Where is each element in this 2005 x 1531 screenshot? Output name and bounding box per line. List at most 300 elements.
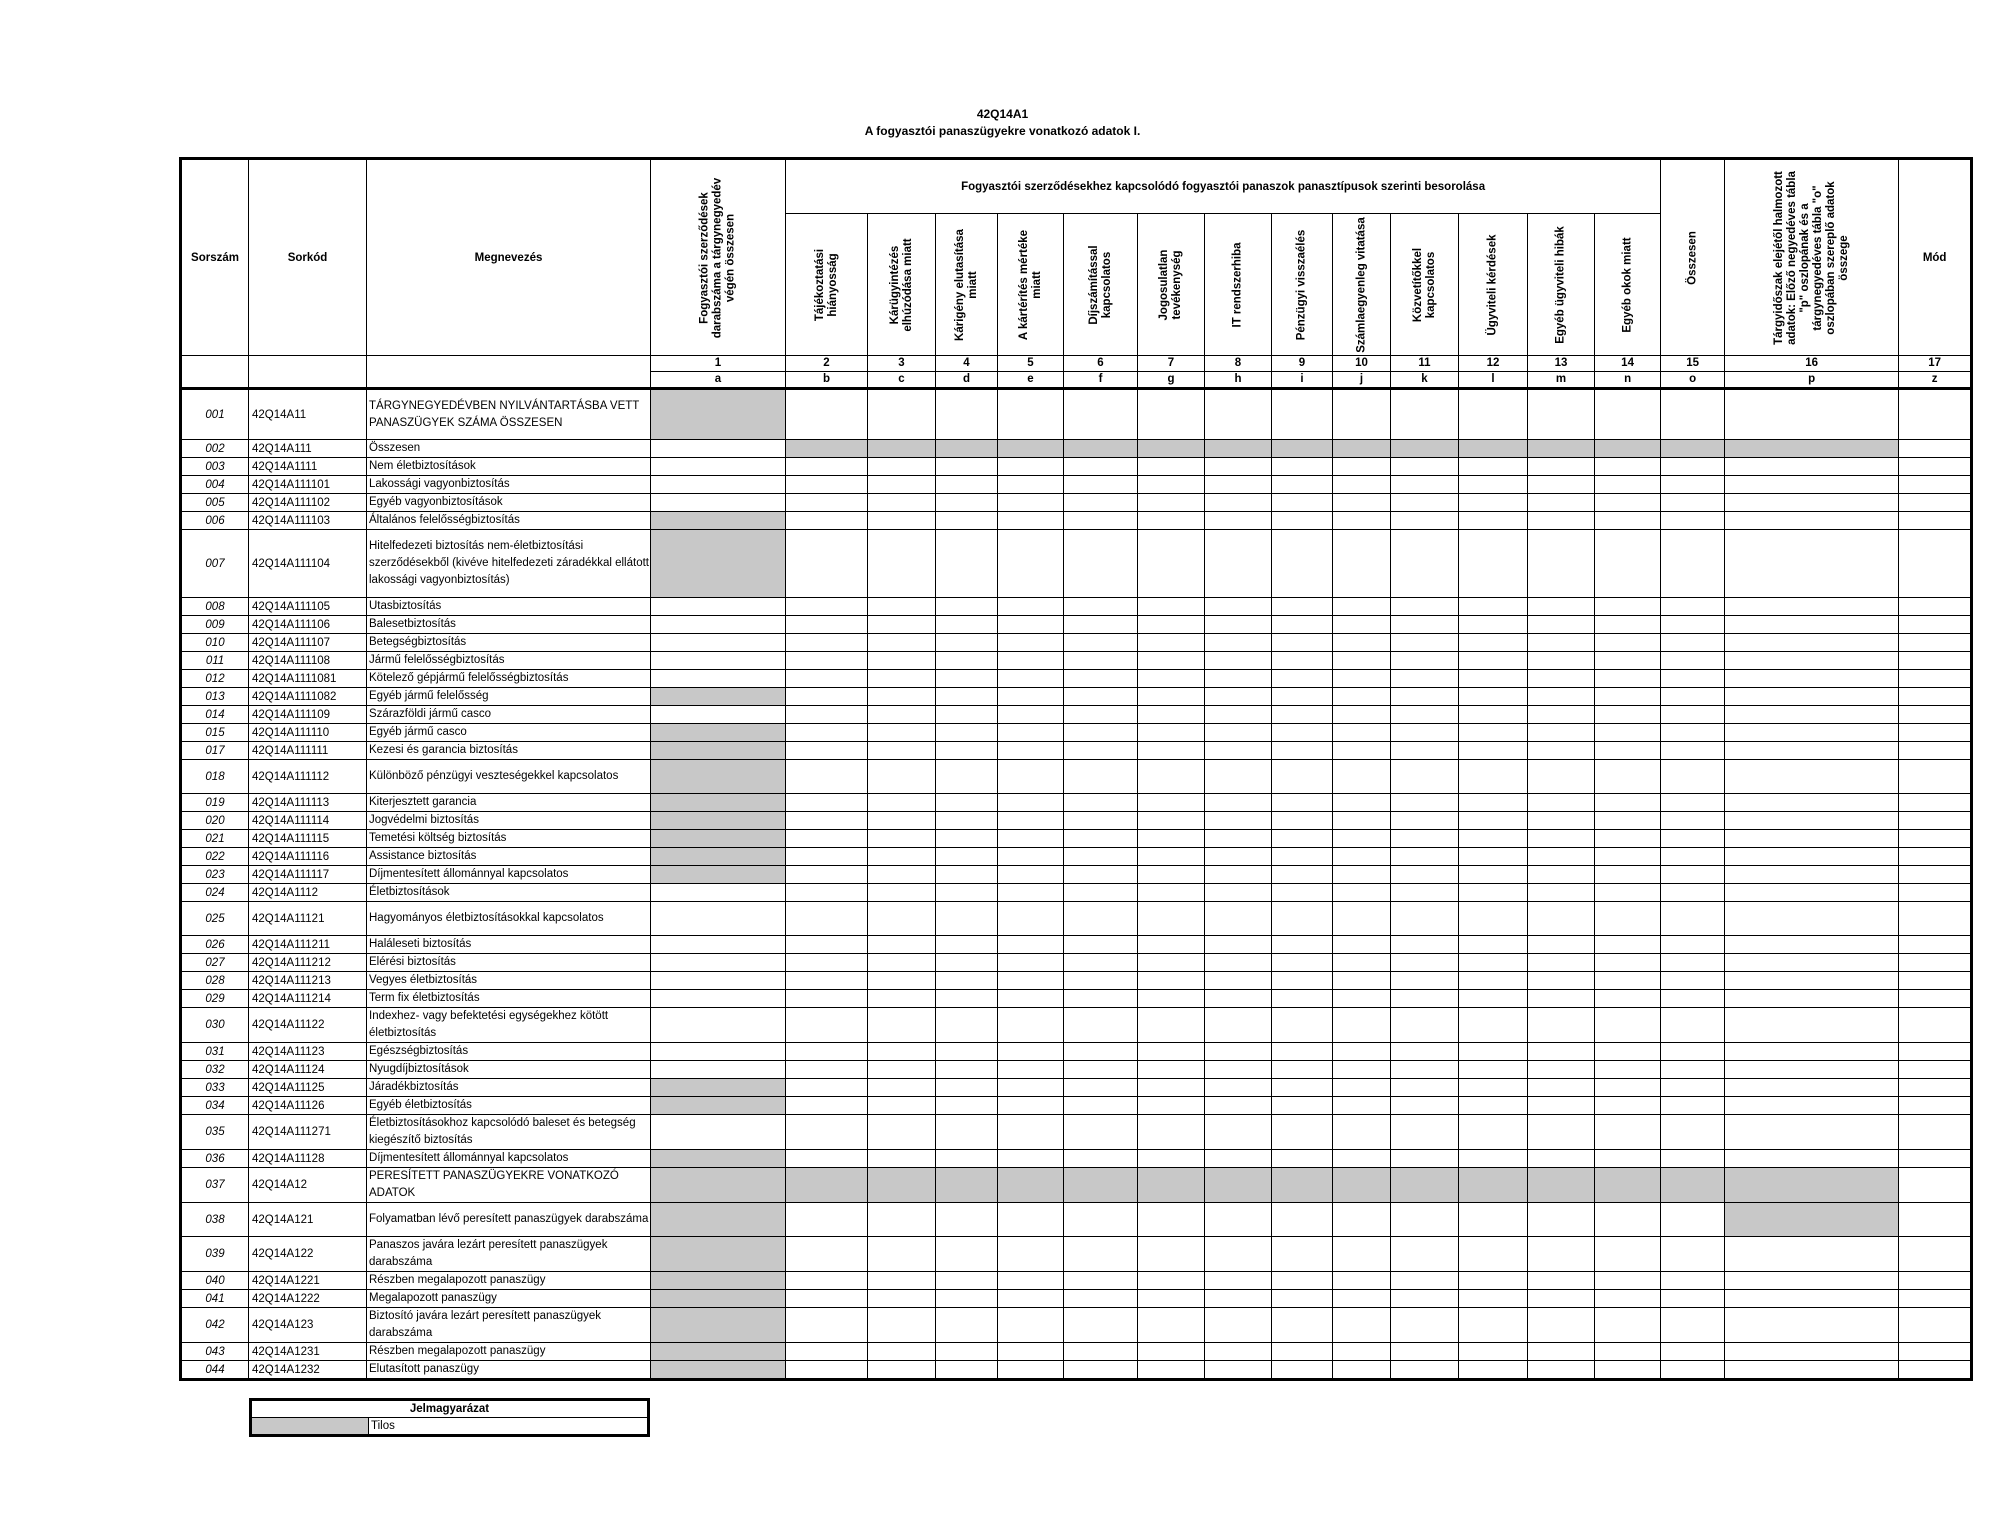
data-cell[interactable] bbox=[1064, 1308, 1138, 1343]
data-cell[interactable] bbox=[1205, 1150, 1272, 1168]
data-cell[interactable] bbox=[1391, 530, 1459, 598]
data-cell[interactable] bbox=[1459, 530, 1528, 598]
data-cell[interactable] bbox=[651, 1097, 786, 1115]
data-cell[interactable] bbox=[936, 616, 998, 634]
data-cell[interactable] bbox=[1595, 830, 1661, 848]
data-cell[interactable] bbox=[1725, 458, 1899, 476]
data-cell[interactable] bbox=[1138, 1079, 1205, 1097]
data-cell[interactable] bbox=[998, 389, 1064, 440]
data-cell[interactable] bbox=[1205, 652, 1272, 670]
data-cell[interactable] bbox=[936, 440, 998, 458]
data-cell[interactable] bbox=[1595, 724, 1661, 742]
data-cell[interactable] bbox=[1064, 1361, 1138, 1380]
data-cell[interactable] bbox=[1661, 634, 1725, 652]
data-cell[interactable] bbox=[1899, 794, 1972, 812]
data-cell[interactable] bbox=[1391, 902, 1459, 936]
data-cell[interactable] bbox=[1661, 1290, 1725, 1308]
data-cell[interactable] bbox=[1333, 1290, 1391, 1308]
data-cell[interactable] bbox=[1528, 1237, 1595, 1272]
data-cell[interactable] bbox=[1528, 1203, 1595, 1237]
data-cell[interactable] bbox=[1595, 1203, 1661, 1237]
data-cell[interactable] bbox=[1205, 458, 1272, 476]
data-cell[interactable] bbox=[651, 1290, 786, 1308]
data-cell[interactable] bbox=[936, 848, 998, 866]
data-cell[interactable] bbox=[1899, 440, 1972, 458]
data-cell[interactable] bbox=[1661, 389, 1725, 440]
data-cell[interactable] bbox=[1333, 884, 1391, 902]
data-cell[interactable] bbox=[1528, 742, 1595, 760]
data-cell[interactable] bbox=[1661, 830, 1725, 848]
data-cell[interactable] bbox=[1661, 1361, 1725, 1380]
data-cell[interactable] bbox=[1595, 476, 1661, 494]
data-cell[interactable] bbox=[651, 1150, 786, 1168]
data-cell[interactable] bbox=[1595, 598, 1661, 616]
data-cell[interactable] bbox=[1528, 652, 1595, 670]
data-cell[interactable] bbox=[1205, 866, 1272, 884]
data-cell[interactable] bbox=[1205, 1043, 1272, 1061]
data-cell[interactable] bbox=[1391, 1008, 1459, 1043]
data-cell[interactable] bbox=[936, 936, 998, 954]
data-cell[interactable] bbox=[1138, 1168, 1205, 1203]
data-cell[interactable] bbox=[1064, 972, 1138, 990]
data-cell[interactable] bbox=[1391, 724, 1459, 742]
data-cell[interactable] bbox=[786, 794, 868, 812]
data-cell[interactable] bbox=[1899, 812, 1972, 830]
data-cell[interactable] bbox=[1391, 884, 1459, 902]
data-cell[interactable] bbox=[1138, 884, 1205, 902]
data-cell[interactable] bbox=[998, 688, 1064, 706]
data-cell[interactable] bbox=[1272, 1290, 1333, 1308]
data-cell[interactable] bbox=[1272, 848, 1333, 866]
data-cell[interactable] bbox=[651, 616, 786, 634]
data-cell[interactable] bbox=[786, 1079, 868, 1097]
data-cell[interactable] bbox=[1064, 954, 1138, 972]
data-cell[interactable] bbox=[1272, 812, 1333, 830]
data-cell[interactable] bbox=[1138, 1115, 1205, 1150]
data-cell[interactable] bbox=[998, 954, 1064, 972]
data-cell[interactable] bbox=[1333, 990, 1391, 1008]
data-cell[interactable] bbox=[1595, 812, 1661, 830]
data-cell[interactable] bbox=[786, 848, 868, 866]
data-cell[interactable] bbox=[1725, 884, 1899, 902]
data-cell[interactable] bbox=[1725, 812, 1899, 830]
data-cell[interactable] bbox=[1899, 902, 1972, 936]
data-cell[interactable] bbox=[998, 616, 1064, 634]
data-cell[interactable] bbox=[1272, 830, 1333, 848]
data-cell[interactable] bbox=[1528, 954, 1595, 972]
data-cell[interactable] bbox=[1333, 794, 1391, 812]
data-cell[interactable] bbox=[1333, 440, 1391, 458]
data-cell[interactable] bbox=[868, 884, 936, 902]
data-cell[interactable] bbox=[1899, 724, 1972, 742]
data-cell[interactable] bbox=[1333, 1061, 1391, 1079]
data-cell[interactable] bbox=[1725, 1150, 1899, 1168]
data-cell[interactable] bbox=[998, 1043, 1064, 1061]
data-cell[interactable] bbox=[1064, 458, 1138, 476]
data-cell[interactable] bbox=[1595, 902, 1661, 936]
data-cell[interactable] bbox=[1272, 598, 1333, 616]
data-cell[interactable] bbox=[998, 1237, 1064, 1272]
data-cell[interactable] bbox=[998, 1168, 1064, 1203]
data-cell[interactable] bbox=[1138, 742, 1205, 760]
data-cell[interactable] bbox=[1725, 1272, 1899, 1290]
data-cell[interactable] bbox=[1528, 812, 1595, 830]
data-cell[interactable] bbox=[1725, 1203, 1899, 1237]
data-cell[interactable] bbox=[1138, 1061, 1205, 1079]
data-cell[interactable] bbox=[1459, 688, 1528, 706]
data-cell[interactable] bbox=[1661, 1115, 1725, 1150]
data-cell[interactable] bbox=[1064, 1008, 1138, 1043]
data-cell[interactable] bbox=[786, 812, 868, 830]
data-cell[interactable] bbox=[1725, 848, 1899, 866]
data-cell[interactable] bbox=[1391, 389, 1459, 440]
data-cell[interactable] bbox=[936, 670, 998, 688]
data-cell[interactable] bbox=[1661, 1061, 1725, 1079]
data-cell[interactable] bbox=[936, 688, 998, 706]
data-cell[interactable] bbox=[1138, 830, 1205, 848]
data-cell[interactable] bbox=[651, 706, 786, 724]
data-cell[interactable] bbox=[1272, 1008, 1333, 1043]
data-cell[interactable] bbox=[1899, 990, 1972, 1008]
data-cell[interactable] bbox=[868, 902, 936, 936]
data-cell[interactable] bbox=[1528, 794, 1595, 812]
data-cell[interactable] bbox=[1064, 1237, 1138, 1272]
data-cell[interactable] bbox=[1064, 742, 1138, 760]
data-cell[interactable] bbox=[1595, 458, 1661, 476]
data-cell[interactable] bbox=[1899, 1272, 1972, 1290]
data-cell[interactable] bbox=[1205, 688, 1272, 706]
data-cell[interactable] bbox=[936, 990, 998, 1008]
data-cell[interactable] bbox=[651, 848, 786, 866]
data-cell[interactable] bbox=[651, 440, 786, 458]
data-cell[interactable] bbox=[1528, 530, 1595, 598]
data-cell[interactable] bbox=[998, 1361, 1064, 1380]
data-cell[interactable] bbox=[1459, 706, 1528, 724]
data-cell[interactable] bbox=[1391, 990, 1459, 1008]
data-cell[interactable] bbox=[1661, 530, 1725, 598]
data-cell[interactable] bbox=[1333, 634, 1391, 652]
data-cell[interactable] bbox=[1595, 866, 1661, 884]
data-cell[interactable] bbox=[1391, 494, 1459, 512]
data-cell[interactable] bbox=[1661, 512, 1725, 530]
data-cell[interactable] bbox=[1333, 1115, 1391, 1150]
data-cell[interactable] bbox=[1661, 616, 1725, 634]
data-cell[interactable] bbox=[936, 389, 998, 440]
data-cell[interactable] bbox=[1333, 1361, 1391, 1380]
data-cell[interactable] bbox=[1595, 1308, 1661, 1343]
data-cell[interactable] bbox=[651, 494, 786, 512]
data-cell[interactable] bbox=[998, 1097, 1064, 1115]
data-cell[interactable] bbox=[1459, 389, 1528, 440]
data-cell[interactable] bbox=[651, 724, 786, 742]
data-cell[interactable] bbox=[1205, 616, 1272, 634]
data-cell[interactable] bbox=[1333, 724, 1391, 742]
data-cell[interactable] bbox=[651, 1115, 786, 1150]
data-cell[interactable] bbox=[1459, 1203, 1528, 1237]
data-cell[interactable] bbox=[1064, 936, 1138, 954]
data-cell[interactable] bbox=[1725, 1061, 1899, 1079]
data-cell[interactable] bbox=[868, 1150, 936, 1168]
data-cell[interactable] bbox=[998, 458, 1064, 476]
data-cell[interactable] bbox=[1459, 1150, 1528, 1168]
data-cell[interactable] bbox=[786, 1097, 868, 1115]
data-cell[interactable] bbox=[1064, 652, 1138, 670]
data-cell[interactable] bbox=[1459, 1043, 1528, 1061]
data-cell[interactable] bbox=[1064, 494, 1138, 512]
data-cell[interactable] bbox=[1391, 794, 1459, 812]
data-cell[interactable] bbox=[1595, 954, 1661, 972]
data-cell[interactable] bbox=[1595, 494, 1661, 512]
data-cell[interactable] bbox=[1595, 1115, 1661, 1150]
data-cell[interactable] bbox=[1528, 1168, 1595, 1203]
data-cell[interactable] bbox=[1528, 1343, 1595, 1361]
data-cell[interactable] bbox=[1064, 440, 1138, 458]
data-cell[interactable] bbox=[1333, 670, 1391, 688]
data-cell[interactable] bbox=[1459, 616, 1528, 634]
data-cell[interactable] bbox=[1725, 494, 1899, 512]
data-cell[interactable] bbox=[651, 512, 786, 530]
data-cell[interactable] bbox=[1661, 440, 1725, 458]
data-cell[interactable] bbox=[868, 760, 936, 794]
data-cell[interactable] bbox=[1138, 760, 1205, 794]
data-cell[interactable] bbox=[651, 972, 786, 990]
data-cell[interactable] bbox=[1391, 848, 1459, 866]
data-cell[interactable] bbox=[651, 742, 786, 760]
data-cell[interactable] bbox=[1595, 512, 1661, 530]
data-cell[interactable] bbox=[1333, 1308, 1391, 1343]
data-cell[interactable] bbox=[1528, 1115, 1595, 1150]
data-cell[interactable] bbox=[1205, 1079, 1272, 1097]
data-cell[interactable] bbox=[1064, 476, 1138, 494]
data-cell[interactable] bbox=[1272, 1115, 1333, 1150]
data-cell[interactable] bbox=[936, 742, 998, 760]
data-cell[interactable] bbox=[868, 688, 936, 706]
data-cell[interactable] bbox=[1138, 616, 1205, 634]
data-cell[interactable] bbox=[1272, 990, 1333, 1008]
data-cell[interactable] bbox=[786, 1203, 868, 1237]
data-cell[interactable] bbox=[1391, 866, 1459, 884]
data-cell[interactable] bbox=[786, 954, 868, 972]
data-cell[interactable] bbox=[1333, 1343, 1391, 1361]
data-cell[interactable] bbox=[1459, 866, 1528, 884]
data-cell[interactable] bbox=[1138, 1361, 1205, 1380]
data-cell[interactable] bbox=[998, 440, 1064, 458]
data-cell[interactable] bbox=[868, 1237, 936, 1272]
data-cell[interactable] bbox=[936, 1343, 998, 1361]
data-cell[interactable] bbox=[1138, 440, 1205, 458]
data-cell[interactable] bbox=[868, 954, 936, 972]
data-cell[interactable] bbox=[1138, 530, 1205, 598]
data-cell[interactable] bbox=[1459, 954, 1528, 972]
data-cell[interactable] bbox=[1528, 706, 1595, 724]
data-cell[interactable] bbox=[1333, 512, 1391, 530]
data-cell[interactable] bbox=[1595, 1361, 1661, 1380]
data-cell[interactable] bbox=[1595, 1237, 1661, 1272]
data-cell[interactable] bbox=[786, 830, 868, 848]
data-cell[interactable] bbox=[1138, 688, 1205, 706]
data-cell[interactable] bbox=[1391, 670, 1459, 688]
data-cell[interactable] bbox=[998, 866, 1064, 884]
data-cell[interactable] bbox=[868, 972, 936, 990]
data-cell[interactable] bbox=[1205, 936, 1272, 954]
data-cell[interactable] bbox=[1064, 389, 1138, 440]
data-cell[interactable] bbox=[1205, 634, 1272, 652]
data-cell[interactable] bbox=[651, 760, 786, 794]
data-cell[interactable] bbox=[1899, 530, 1972, 598]
data-cell[interactable] bbox=[1661, 794, 1725, 812]
data-cell[interactable] bbox=[998, 1343, 1064, 1361]
data-cell[interactable] bbox=[1899, 1203, 1972, 1237]
data-cell[interactable] bbox=[1459, 1168, 1528, 1203]
data-cell[interactable] bbox=[1064, 990, 1138, 1008]
data-cell[interactable] bbox=[936, 1097, 998, 1115]
data-cell[interactable] bbox=[1899, 688, 1972, 706]
data-cell[interactable] bbox=[1899, 598, 1972, 616]
data-cell[interactable] bbox=[651, 652, 786, 670]
data-cell[interactable] bbox=[868, 1343, 936, 1361]
data-cell[interactable] bbox=[1459, 1097, 1528, 1115]
data-cell[interactable] bbox=[1899, 670, 1972, 688]
data-cell[interactable] bbox=[1595, 706, 1661, 724]
data-cell[interactable] bbox=[1595, 1079, 1661, 1097]
data-cell[interactable] bbox=[1064, 634, 1138, 652]
data-cell[interactable] bbox=[1459, 884, 1528, 902]
data-cell[interactable] bbox=[1333, 1008, 1391, 1043]
data-cell[interactable] bbox=[1064, 760, 1138, 794]
data-cell[interactable] bbox=[1272, 1308, 1333, 1343]
data-cell[interactable] bbox=[651, 598, 786, 616]
data-cell[interactable] bbox=[936, 760, 998, 794]
data-cell[interactable] bbox=[1595, 760, 1661, 794]
data-cell[interactable] bbox=[1333, 389, 1391, 440]
data-cell[interactable] bbox=[868, 1115, 936, 1150]
data-cell[interactable] bbox=[1205, 954, 1272, 972]
data-cell[interactable] bbox=[1661, 812, 1725, 830]
data-cell[interactable] bbox=[1064, 884, 1138, 902]
data-cell[interactable] bbox=[868, 936, 936, 954]
data-cell[interactable] bbox=[1595, 936, 1661, 954]
data-cell[interactable] bbox=[1661, 866, 1725, 884]
data-cell[interactable] bbox=[1459, 598, 1528, 616]
data-cell[interactable] bbox=[1459, 1115, 1528, 1150]
data-cell[interactable] bbox=[998, 1290, 1064, 1308]
data-cell[interactable] bbox=[1391, 954, 1459, 972]
data-cell[interactable] bbox=[936, 1168, 998, 1203]
data-cell[interactable] bbox=[1064, 1079, 1138, 1097]
data-cell[interactable] bbox=[1333, 1043, 1391, 1061]
data-cell[interactable] bbox=[1138, 1290, 1205, 1308]
data-cell[interactable] bbox=[1528, 1150, 1595, 1168]
data-cell[interactable] bbox=[786, 866, 868, 884]
data-cell[interactable] bbox=[1391, 1237, 1459, 1272]
data-cell[interactable] bbox=[1459, 458, 1528, 476]
data-cell[interactable] bbox=[651, 954, 786, 972]
data-cell[interactable] bbox=[936, 1203, 998, 1237]
data-cell[interactable] bbox=[1064, 1061, 1138, 1079]
data-cell[interactable] bbox=[1595, 530, 1661, 598]
data-cell[interactable] bbox=[1064, 598, 1138, 616]
data-cell[interactable] bbox=[1333, 458, 1391, 476]
data-cell[interactable] bbox=[1064, 1290, 1138, 1308]
data-cell[interactable] bbox=[1138, 1150, 1205, 1168]
data-cell[interactable] bbox=[786, 1150, 868, 1168]
data-cell[interactable] bbox=[1899, 972, 1972, 990]
data-cell[interactable] bbox=[1725, 742, 1899, 760]
data-cell[interactable] bbox=[936, 1061, 998, 1079]
data-cell[interactable] bbox=[1391, 1043, 1459, 1061]
data-cell[interactable] bbox=[1272, 1237, 1333, 1272]
data-cell[interactable] bbox=[936, 866, 998, 884]
data-cell[interactable] bbox=[998, 884, 1064, 902]
data-cell[interactable] bbox=[868, 1361, 936, 1380]
data-cell[interactable] bbox=[1064, 1043, 1138, 1061]
data-cell[interactable] bbox=[651, 830, 786, 848]
data-cell[interactable] bbox=[1899, 884, 1972, 902]
data-cell[interactable] bbox=[1205, 1272, 1272, 1290]
data-cell[interactable] bbox=[651, 1203, 786, 1237]
data-cell[interactable] bbox=[1272, 634, 1333, 652]
data-cell[interactable] bbox=[1459, 1308, 1528, 1343]
data-cell[interactable] bbox=[1272, 706, 1333, 724]
data-cell[interactable] bbox=[1138, 670, 1205, 688]
data-cell[interactable] bbox=[1272, 670, 1333, 688]
data-cell[interactable] bbox=[1595, 794, 1661, 812]
data-cell[interactable] bbox=[1064, 1150, 1138, 1168]
data-cell[interactable] bbox=[786, 1361, 868, 1380]
data-cell[interactable] bbox=[1391, 1115, 1459, 1150]
data-cell[interactable] bbox=[1138, 476, 1205, 494]
data-cell[interactable] bbox=[1138, 954, 1205, 972]
data-cell[interactable] bbox=[651, 458, 786, 476]
data-cell[interactable] bbox=[1725, 936, 1899, 954]
data-cell[interactable] bbox=[1595, 972, 1661, 990]
data-cell[interactable] bbox=[1459, 972, 1528, 990]
data-cell[interactable] bbox=[1205, 848, 1272, 866]
data-cell[interactable] bbox=[1725, 794, 1899, 812]
data-cell[interactable] bbox=[1138, 812, 1205, 830]
data-cell[interactable] bbox=[868, 724, 936, 742]
data-cell[interactable] bbox=[1528, 440, 1595, 458]
data-cell[interactable] bbox=[1272, 902, 1333, 936]
data-cell[interactable] bbox=[1459, 1290, 1528, 1308]
data-cell[interactable] bbox=[1064, 848, 1138, 866]
data-cell[interactable] bbox=[1899, 494, 1972, 512]
data-cell[interactable] bbox=[1064, 512, 1138, 530]
data-cell[interactable] bbox=[651, 794, 786, 812]
data-cell[interactable] bbox=[1064, 812, 1138, 830]
data-cell[interactable] bbox=[651, 1079, 786, 1097]
data-cell[interactable] bbox=[786, 389, 868, 440]
data-cell[interactable] bbox=[1661, 972, 1725, 990]
data-cell[interactable] bbox=[998, 1079, 1064, 1097]
data-cell[interactable] bbox=[1528, 884, 1595, 902]
data-cell[interactable] bbox=[1899, 866, 1972, 884]
data-cell[interactable] bbox=[1725, 1008, 1899, 1043]
data-cell[interactable] bbox=[1661, 848, 1725, 866]
data-cell[interactable] bbox=[1333, 1150, 1391, 1168]
data-cell[interactable] bbox=[1661, 1203, 1725, 1237]
data-cell[interactable] bbox=[1333, 688, 1391, 706]
data-cell[interactable] bbox=[786, 990, 868, 1008]
data-cell[interactable] bbox=[936, 1115, 998, 1150]
data-cell[interactable] bbox=[1333, 1272, 1391, 1290]
data-cell[interactable] bbox=[1725, 670, 1899, 688]
data-cell[interactable] bbox=[998, 794, 1064, 812]
data-cell[interactable] bbox=[1138, 494, 1205, 512]
data-cell[interactable] bbox=[1064, 1203, 1138, 1237]
data-cell[interactable] bbox=[1899, 512, 1972, 530]
data-cell[interactable] bbox=[1272, 476, 1333, 494]
